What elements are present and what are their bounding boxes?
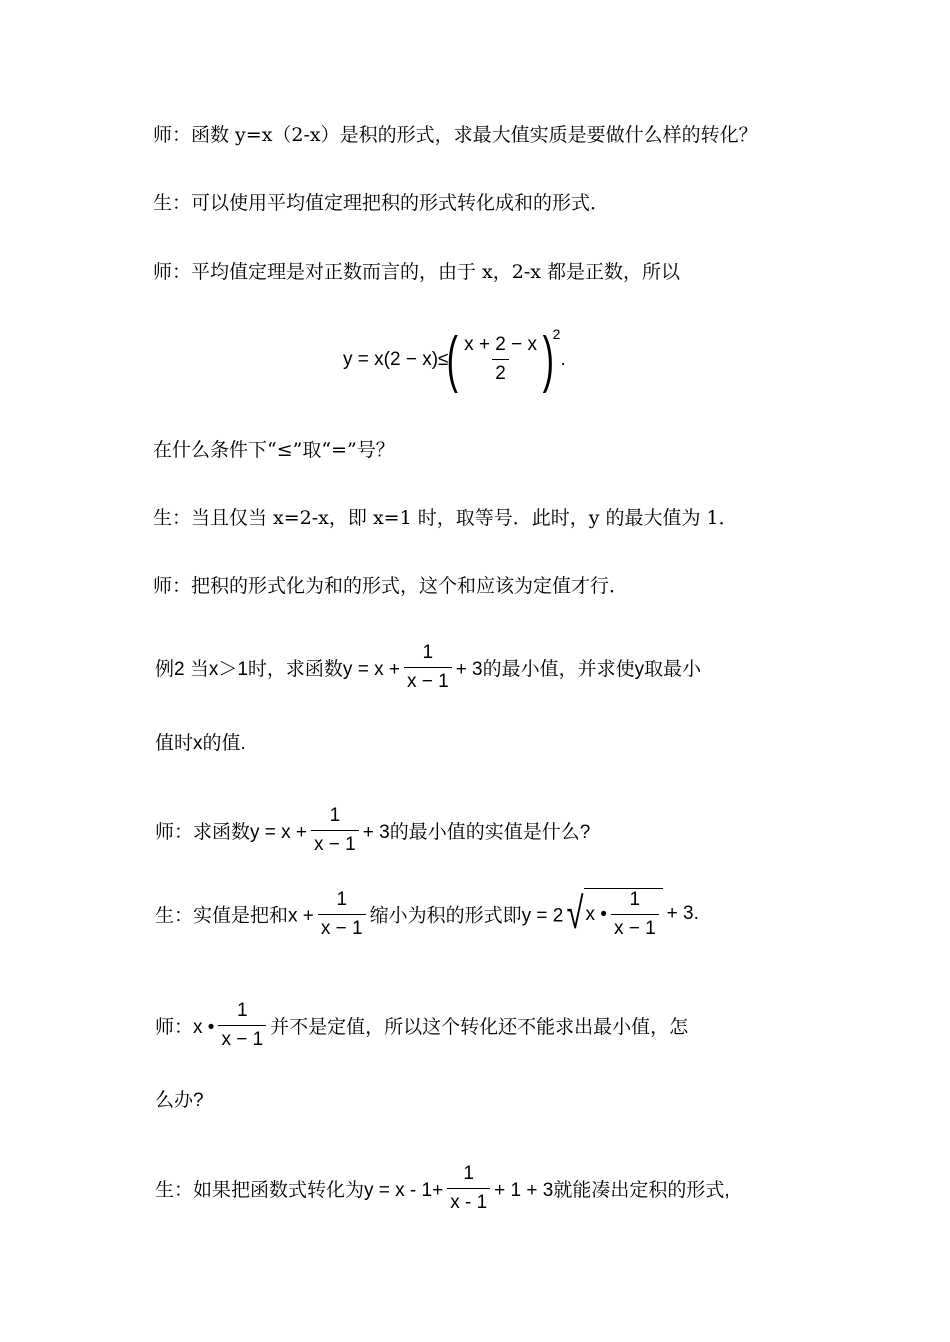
paragraph-student-2: 生：当且仅当 x=2-x，即 x=1 时，取等号．此时，y 的最大值为 1． bbox=[153, 507, 738, 529]
a2-post: + 1 + 3就能凑出定积的形式, bbox=[494, 1180, 730, 1201]
fraction-denominator: x − 1 bbox=[404, 667, 452, 693]
fraction-denominator: x − 1 bbox=[318, 914, 366, 940]
radicand bbox=[584, 888, 663, 940]
paragraph-student-1: 生：可以使用平均值定理把积的形式转化成和的形式． bbox=[153, 192, 610, 214]
student-answer-4 bbox=[155, 1163, 730, 1214]
fraction-numerator: x + 2 − x bbox=[464, 334, 537, 356]
fraction-denominator: x − 1 bbox=[611, 914, 659, 940]
fraction-numerator: 1 bbox=[463, 1163, 474, 1184]
fraction-numerator: 1 bbox=[336, 888, 348, 910]
q1-post: + 3的最小值的实值是什么? bbox=[362, 822, 591, 843]
fraction-numerator: 1 bbox=[329, 805, 341, 826]
q2-pre: 师：x • bbox=[155, 1017, 215, 1038]
fraction-numerator: 1 bbox=[422, 642, 434, 663]
a2-pre: 生：如果把函数式转化为y = x - 1+ bbox=[155, 1180, 444, 1201]
radicand-fraction bbox=[611, 889, 659, 940]
teacher-question-5 bbox=[155, 1000, 688, 1051]
fraction-denominator: x − 1 bbox=[311, 830, 359, 856]
radical-sign: √ bbox=[566, 889, 584, 938]
example-2-fraction bbox=[404, 642, 452, 693]
a1-fraction bbox=[318, 889, 366, 940]
equation-end: . bbox=[560, 348, 566, 370]
example-2-line2: 值时x的值. bbox=[155, 733, 246, 754]
fraction-numerator: 1 bbox=[629, 889, 641, 910]
teacher-question-4 bbox=[155, 805, 590, 856]
square-root bbox=[563, 888, 662, 940]
fraction-denominator: x - 1 bbox=[447, 1188, 490, 1214]
paragraph-question: 在什么条件下“≤”取“=”号？ bbox=[153, 439, 395, 461]
q1-fraction bbox=[311, 805, 359, 856]
student-answer-3 bbox=[155, 888, 699, 940]
right-paren: ) bbox=[542, 324, 555, 394]
fraction-numerator: 1 bbox=[237, 1000, 248, 1021]
fraction-denominator: 2 bbox=[492, 359, 509, 385]
exponent: 2 bbox=[552, 326, 561, 342]
equation-lhs: y = x(2 − x)≤ bbox=[343, 348, 449, 370]
paragraph-teacher-2: 师：平均值定理是对正数而言的，由于 x，2-x 都是正数，所以 bbox=[153, 261, 681, 283]
example-2 bbox=[155, 642, 701, 693]
teacher-question-5-line2: 么办? bbox=[155, 1090, 204, 1111]
a1-post: + 3. bbox=[666, 903, 699, 924]
left-paren: ( bbox=[447, 324, 459, 394]
a2-fraction bbox=[447, 1163, 490, 1214]
equation-inequality bbox=[343, 324, 566, 394]
radicand-pre: x • bbox=[585, 903, 607, 925]
q2-fraction bbox=[218, 1000, 266, 1051]
paragraph-teacher-1: 师：函数 y=x（2-x）是积的形式，求最大值实质是要做什么样的转化？ bbox=[153, 124, 758, 146]
equation-fraction bbox=[461, 334, 540, 385]
a1-pre: 生：实值是把和x + bbox=[155, 905, 314, 927]
paragraph-teacher-3: 师：把积的形式化为和的形式，这个和应该为定值才行． bbox=[153, 575, 629, 597]
example-2-post: + 3的最小值，并求使y取最小 bbox=[455, 659, 702, 680]
q1-pre: 师：求函数y = x + bbox=[155, 822, 308, 843]
example-2-pre: 例2 当x＞1时，求函数y = x + bbox=[155, 659, 400, 680]
fraction-denominator: x − 1 bbox=[218, 1025, 266, 1051]
q2-post: 并不是定值，所以这个转化还不能求出最小值，怎 bbox=[270, 1017, 689, 1038]
a1-mid: 缩小为积的形式即y = 2 bbox=[369, 905, 564, 927]
